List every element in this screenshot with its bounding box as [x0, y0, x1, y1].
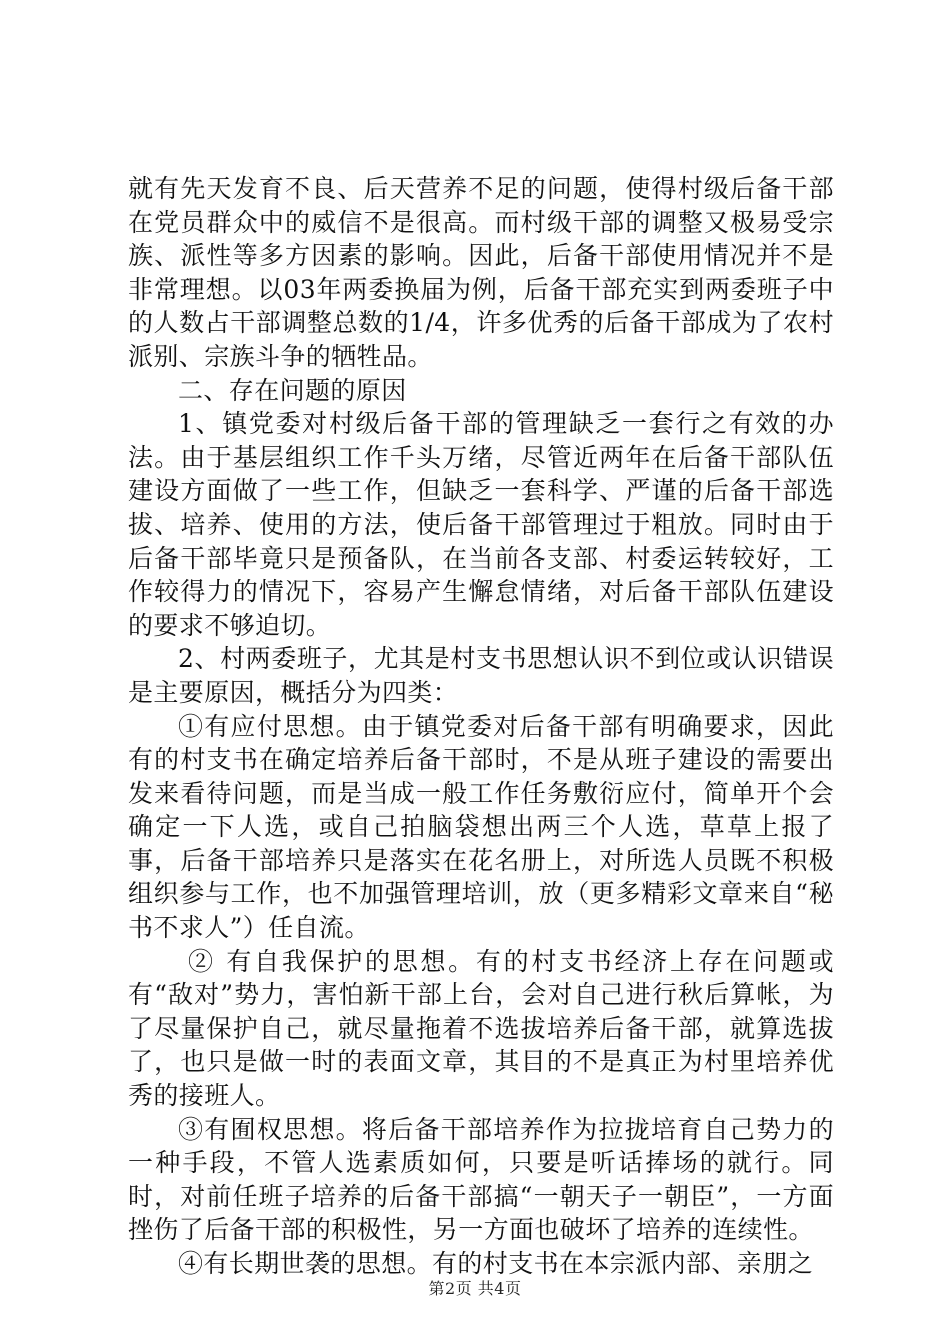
paragraph-point-1: 1、镇党委对村级后备干部的管理缺乏一套行之有效的办法。由于基层组织工作千头万绪，尽管近两年在后备干部队伍建设方面做了一些工作，但缺乏一套科学、严谨的后备干部选拔、培养、使用的方法，使后备干部管理过于粗放。同时由于后备干部毕竟只是预备队，在当前各支部、村委运转较好，工作较得力的情况下，容易产生懈怠情绪，对后备干部队伍建设的要求不够迫切。: [128, 409, 834, 640]
document-body: [128, 172, 834, 1281]
page-footer: 第2页 共4页: [428, 1279, 522, 1298]
paragraph-item-3: ③有囿权思想。将后备干部培养作为拉拢培育自己势力的一种手段，不管人选素质如何，只要是听话捧场的就行。同时，对前任班子培养的后备干部搞“一朝天子一朝臣”，一方面挫伤了后备干部的积极性，另一方面也破坏了培养的连续性。: [128, 1114, 834, 1245]
paragraph-continuation: 就有先天发育不良、后天营养不足的问题，使得村级后备干部在党员群众中的威信不是很高。而村级干部的调整又极易受宗族、派性等多方因素的影响。因此，后备干部使用情况并不是非常理想。以03年两委换届为例，后备干部充实到两委班子中的人数占干部调整总数的1/4，许多优秀的后备干部成为了农村派别、宗族斗争的牺牲品。: [128, 174, 834, 371]
paragraph-item-2: ② 有自我保护的思想。有的村支书经济上存在问题或有“敌对”势力，害怕新干部上台，会对自己进行秋后算帐，为了尽量保护自己，就尽量拖着不选拔培养后备干部，就算选拔了，也只是做一时的表面文章，其目的不是真正为村里培养优秀的接班人。: [128, 946, 834, 1111]
paragraph-point-2: 2、村两委班子，尤其是村支书思想认识不到位或认识错误是主要原因，概括分为四类：: [128, 644, 834, 707]
section-heading: 二、存在问题的原因: [178, 375, 407, 405]
paragraph-item-1: ①有应付思想。由于镇党委对后备干部有明确要求，因此有的村支书在确定培养后备干部时，不是从班子建设的需要出发来看待问题，而是当成一般工作任务敷衍应付，简单开个会确定一下人选，或自己拍脑袋想出两三个人选，草草上报了事，后备干部培养只是落实在花名册上，对所选人员既不积极组织参与工作，也不加强管理培训，放（更多精彩文章来自“秘书不求人”）任自流。: [128, 711, 834, 943]
paragraph-item-4: ④有长期世袭的思想。有的村支书在本宗派内部、亲朋之: [178, 1249, 814, 1278]
